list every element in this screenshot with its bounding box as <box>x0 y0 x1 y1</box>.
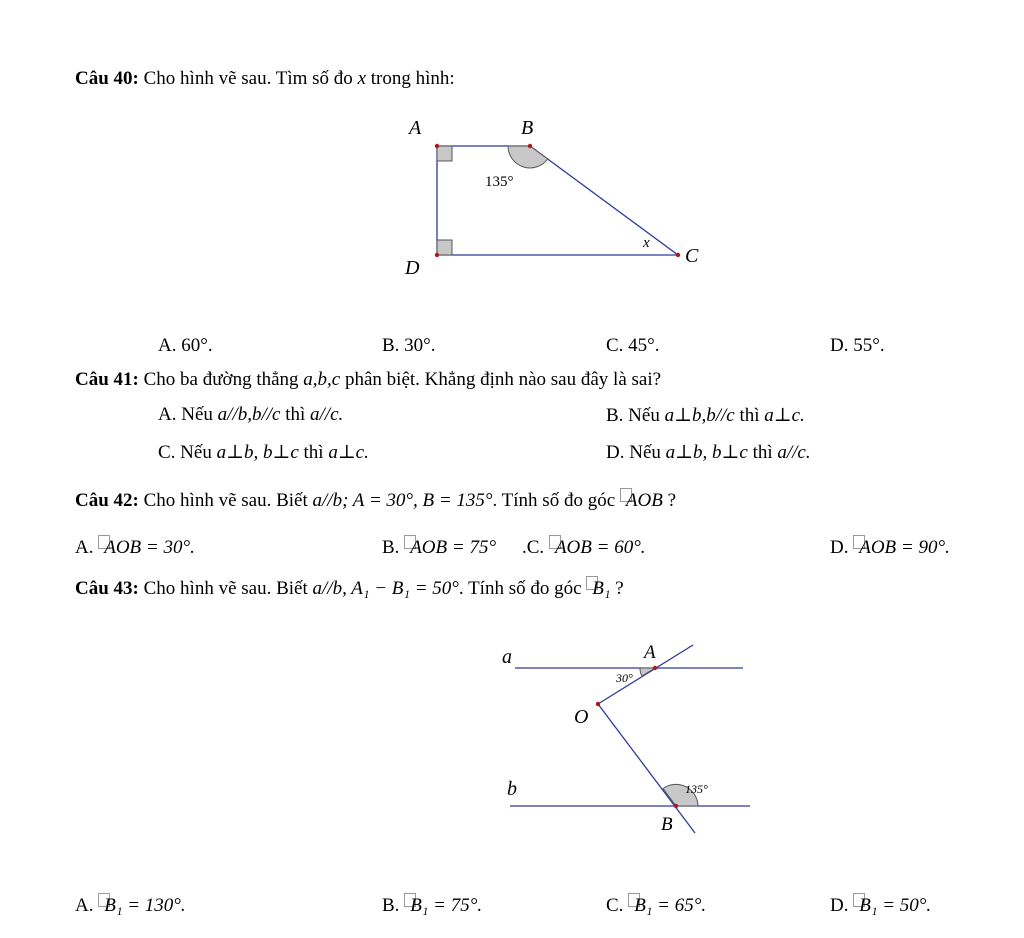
option-premise: a//b,b//c <box>217 404 281 425</box>
vertex-C-label: C <box>685 245 699 267</box>
option-label: D. <box>830 895 849 916</box>
option-conclusion: a⊥c. <box>764 405 805 426</box>
parallel-lines-figure <box>495 635 765 845</box>
angle-x-label: x <box>643 235 650 251</box>
question-number: Câu 41: <box>75 369 139 390</box>
option-C[interactable] <box>522 535 646 559</box>
question-text-tail: . Tính số đo góc <box>492 490 616 511</box>
option-value: B₁ = 75°. <box>410 895 483 916</box>
option-D[interactable] <box>830 893 931 917</box>
question-number: Câu 40: <box>75 68 139 89</box>
option-D[interactable] <box>830 535 950 559</box>
question-number: Câu 42: <box>75 490 139 511</box>
question-target: B₁ <box>592 578 611 599</box>
question-target: AOB <box>625 490 663 511</box>
question-text: Cho hình vẽ sau. Biết <box>143 578 308 599</box>
option-C[interactable] <box>606 893 706 917</box>
line-a-label: a <box>502 646 512 668</box>
option-label: .C. <box>522 537 545 558</box>
point-B-label: B <box>661 814 673 835</box>
option-value: B₁ = 50°. <box>859 895 932 916</box>
question-42 <box>75 488 676 512</box>
option-premise: a⊥b, b⊥c <box>665 442 748 463</box>
vertex-D-label: D <box>405 257 420 279</box>
option-label: A. <box>75 895 94 916</box>
vertex-B-label: B <box>521 117 534 139</box>
option-label: D. Nếu <box>606 442 661 463</box>
option-label: B. Nếu <box>606 405 660 426</box>
point-O-label: O <box>574 706 589 728</box>
question-mark: ? <box>615 578 624 599</box>
question-text-tail: . Tính số đo góc <box>458 578 582 599</box>
option-then: thì <box>752 442 773 463</box>
angle-135-label: 135° <box>485 174 514 190</box>
option-value: AOB = 90°. <box>859 537 950 558</box>
option-D[interactable] <box>606 441 811 464</box>
option-conclusion: a//c. <box>777 442 811 463</box>
point-A-label: A <box>644 642 656 663</box>
option-B[interactable] <box>606 404 805 427</box>
option-B[interactable] <box>382 535 496 559</box>
option-then: thì <box>739 405 760 426</box>
question-41 <box>75 369 661 391</box>
question-text-tail: trong hình: <box>370 68 455 89</box>
option-value: AOB = 60°. <box>554 537 646 558</box>
option-then: thì <box>303 442 324 463</box>
question-number: Câu 43: <box>75 578 139 599</box>
option-label: B. <box>382 537 400 558</box>
question-text-tail: phân biệt. Khẳng định nào sau đây là sai? <box>344 369 662 390</box>
option-label: A. <box>75 537 94 558</box>
option-label: C. Nếu <box>158 442 212 463</box>
option-premise: a⊥b, b⊥c <box>216 442 299 463</box>
angle-30-label: 30° <box>616 671 633 685</box>
question-variable: x <box>357 68 366 89</box>
question-variables: a,b,c <box>303 369 341 390</box>
option-B[interactable]: B. 30°. <box>382 335 436 356</box>
vertex-A-label: A <box>409 117 422 139</box>
option-value: B₁ = 65°. <box>634 895 707 916</box>
option-conclusion: a//c. <box>310 404 344 425</box>
option-B[interactable] <box>382 893 482 917</box>
question-text: Cho hình vẽ sau. Tìm số đo <box>143 68 353 89</box>
option-value: AOB = 75° <box>410 537 497 558</box>
option-label: A. Nếu <box>158 404 213 425</box>
option-value: B₁ = 130°. <box>104 895 186 916</box>
option-A[interactable]: A. 60°. <box>158 335 213 356</box>
option-C[interactable]: C. 45°. <box>606 335 660 356</box>
option-D[interactable]: D. 55°. <box>830 335 885 356</box>
question-mark: ? <box>667 490 677 511</box>
question-43 <box>75 576 624 600</box>
question-text: Cho hình vẽ sau. Biết <box>143 490 308 511</box>
question-given: a//b; A = 30°, B = 135° <box>312 490 493 511</box>
option-C[interactable] <box>158 441 369 464</box>
option-label: B. <box>382 895 400 916</box>
option-A[interactable] <box>75 535 195 559</box>
option-A[interactable] <box>158 404 343 426</box>
question-given: a//b, A₁ − B₁ = 50° <box>312 578 459 599</box>
line-b-label: b <box>507 778 517 800</box>
option-label: C. <box>606 895 624 916</box>
question-40 <box>75 68 455 90</box>
option-conclusion: a⊥c. <box>328 442 369 463</box>
option-value: AOB = 30°. <box>104 537 195 558</box>
option-A[interactable] <box>75 893 186 917</box>
option-label: D. <box>830 537 849 558</box>
question-text: Cho ba đường thẳng <box>143 369 299 390</box>
angle-135-label: 135° <box>685 782 708 796</box>
trapezoid-figure <box>395 108 725 288</box>
option-premise: a⊥b,b//c <box>664 405 735 426</box>
option-then: thì <box>285 404 306 425</box>
